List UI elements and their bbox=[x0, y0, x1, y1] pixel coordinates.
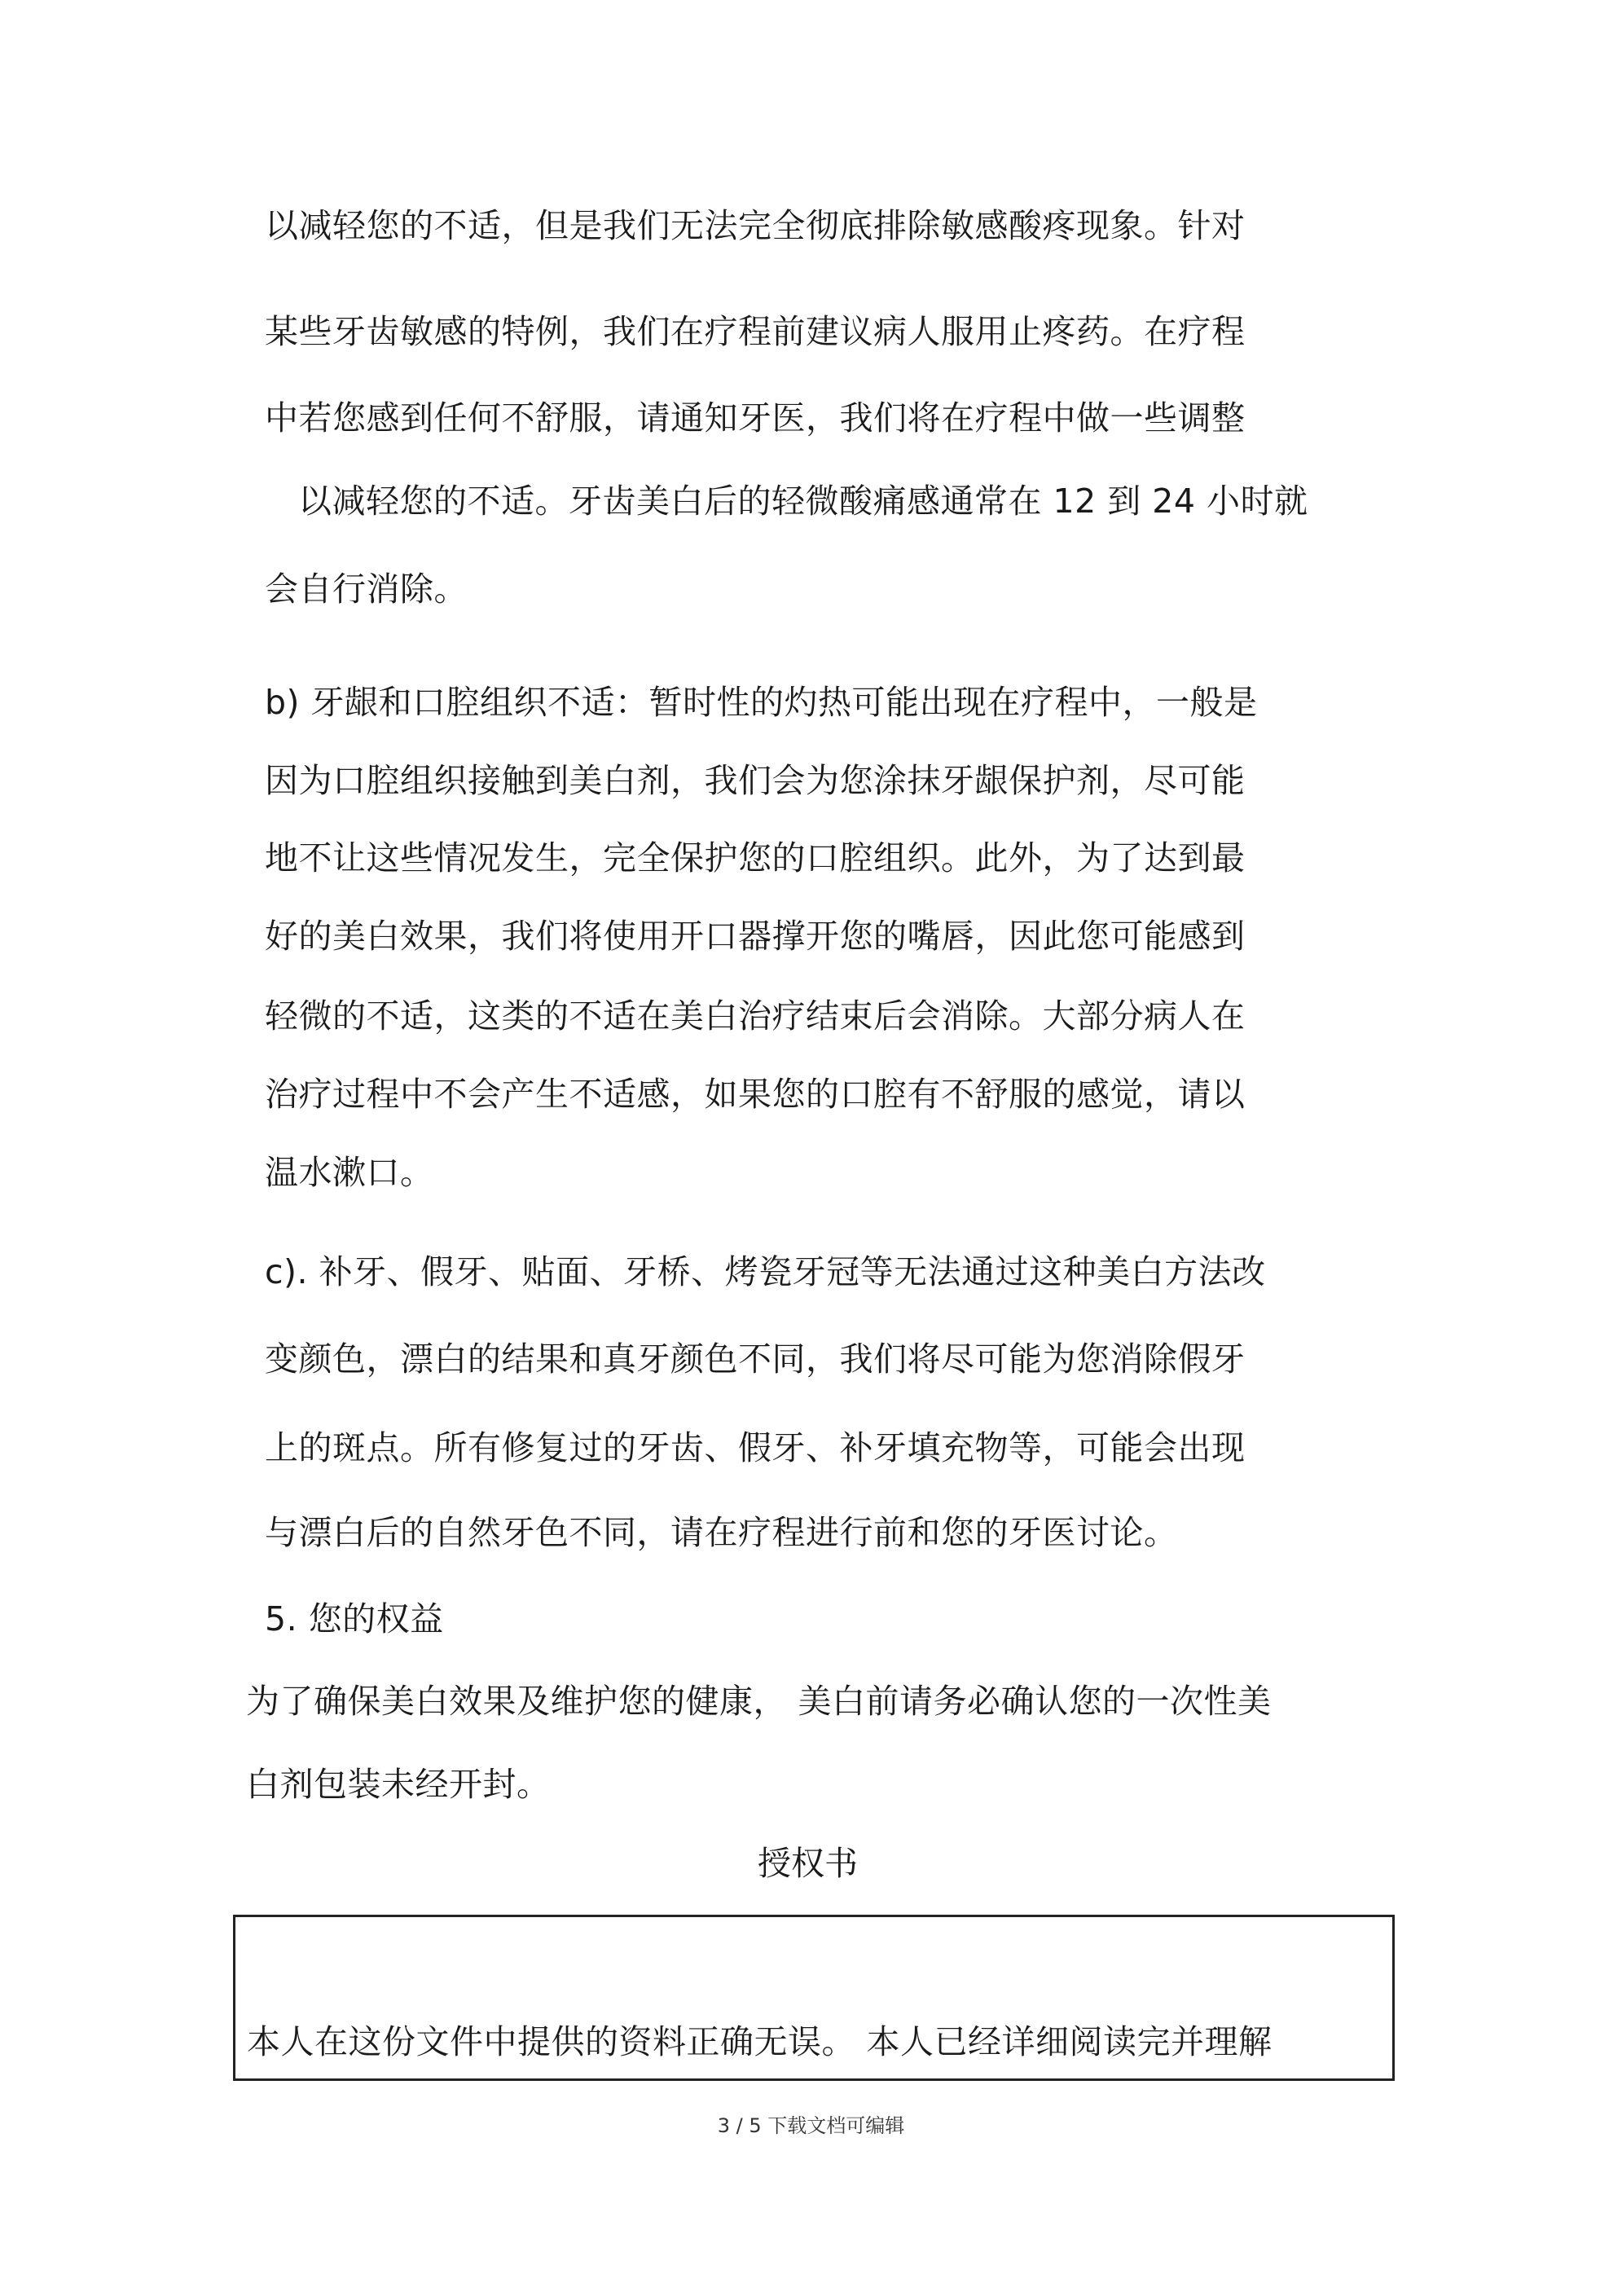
item-b-line: 因为口腔组织接触到美白剂，我们会为您涂抹牙龈保护剂，尽可能 bbox=[265, 761, 1246, 800]
paragraph-line: 以减轻您的不适，但是我们无法完全彻底排除敏感酸疼现象。针对 bbox=[265, 206, 1246, 245]
paragraph-line: 以减轻您的不适。牙齿美白后的轻微酸痛感通常在 12 到 24 小时就 bbox=[298, 482, 1308, 521]
item-b-line: 轻微的不适，这类的不适在美白治疗结束后会消除。大部分病人在 bbox=[265, 996, 1246, 1036]
authorization-title: 授权书 bbox=[758, 1844, 858, 1883]
item-b-line: 温水漱口。 bbox=[265, 1153, 434, 1192]
item-c-line: 变颜色，漂白的结果和真牙颜色不同，我们将尽可能为您消除假牙 bbox=[265, 1339, 1246, 1379]
rights-line: 为了确保美白效果及维护您的健康， 美白前请务必确认您的一次性美 bbox=[246, 1682, 1272, 1721]
authorization-box bbox=[233, 1915, 1395, 2081]
item-b-line: 好的美白效果，我们将使用开口器撑开您的嘴唇，因此您可能感到 bbox=[265, 917, 1246, 956]
item-c-line: 上的斑点。所有修复过的牙齿、假牙、补牙填充物等，可能会出现 bbox=[265, 1428, 1246, 1467]
item-b-line: 地不让这些情况发生，完全保护您的口腔组织。此外，为了达到最 bbox=[265, 838, 1246, 877]
item-c-line: c). 补牙、假牙、贴面、牙桥、烤瓷牙冠等无法通过这种美白方法改 bbox=[265, 1252, 1266, 1291]
section-heading: 5. 您的权益 bbox=[265, 1599, 444, 1638]
authorization-text: 本人在这份文件中提供的资料正确无误。 本人已经详细阅读完并理解 bbox=[247, 2022, 1273, 2061]
item-c-line: 与漂白后的自然牙色不同，请在疗程进行前和您的牙医讨论。 bbox=[265, 1513, 1178, 1552]
item-b-line: b) 牙龈和口腔组织不适：暂时性的灼热可能出现在疗程中，一般是 bbox=[265, 683, 1258, 722]
paragraph-line: 会自行消除。 bbox=[265, 570, 468, 609]
page-footer: 3 / 5 下载文档可编辑 bbox=[717, 2114, 905, 2137]
rights-line: 白剂包装未经开封。 bbox=[246, 1765, 551, 1804]
item-b-line: 治疗过程中不会产生不适感，如果您的口腔有不舒服的感觉，请以 bbox=[265, 1075, 1246, 1114]
paragraph-line: 某些牙齿敏感的特例，我们在疗程前建议病人服用止疼药。在疗程 bbox=[265, 312, 1246, 351]
paragraph-line: 中若您感到任何不舒服，请通知牙医，我们将在疗程中做一些调整 bbox=[265, 398, 1246, 438]
